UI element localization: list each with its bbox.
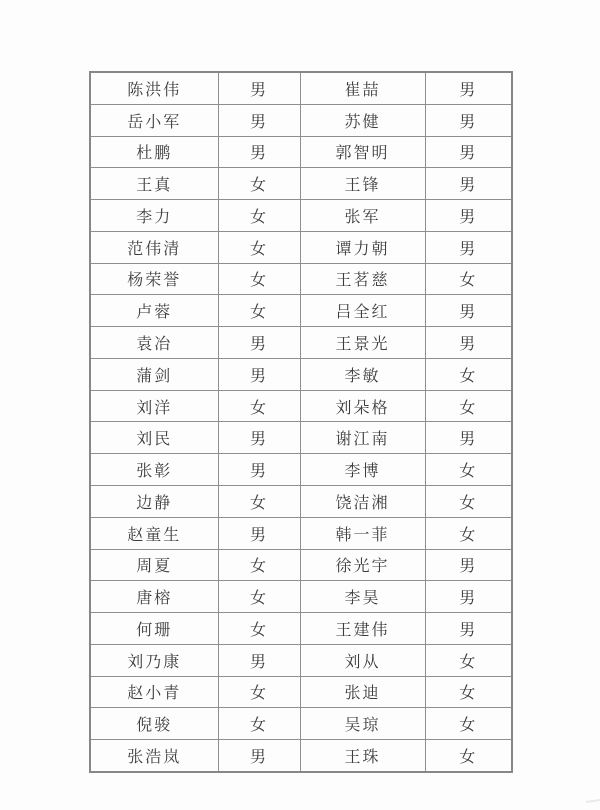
name-cell-right: 刘朵格 bbox=[300, 390, 425, 422]
gender-cell-left: 女 bbox=[218, 549, 300, 581]
page-edge-artifact bbox=[586, 799, 600, 803]
gender-cell-right: 男 bbox=[425, 327, 512, 359]
table-row bbox=[90, 231, 512, 263]
name-cell-left: 杨荣誉 bbox=[90, 263, 218, 295]
gender-cell-left: 男 bbox=[218, 136, 300, 168]
name-cell-left: 岳小军 bbox=[90, 104, 218, 136]
name-cell-right: 王锋 bbox=[300, 168, 425, 200]
name-cell-right: 王茗慈 bbox=[300, 263, 425, 295]
table-row bbox=[90, 136, 512, 168]
name-cell-left: 唐榕 bbox=[90, 581, 218, 613]
name-cell-right: 吕全红 bbox=[300, 295, 425, 327]
name-cell-right: 徐光宇 bbox=[300, 549, 425, 581]
roster-table bbox=[89, 71, 513, 773]
table-row bbox=[90, 644, 512, 676]
name-cell-right: 崔喆 bbox=[300, 72, 425, 104]
table-row bbox=[90, 485, 512, 517]
name-cell-left: 边静 bbox=[90, 485, 218, 517]
name-cell-left: 张彰 bbox=[90, 454, 218, 486]
table-row bbox=[90, 295, 512, 327]
name-cell-right: 李博 bbox=[300, 454, 425, 486]
name-cell-right: 李敏 bbox=[300, 358, 425, 390]
gender-cell-right: 女 bbox=[425, 358, 512, 390]
name-cell-left: 杜鹏 bbox=[90, 136, 218, 168]
name-cell-right: 李昊 bbox=[300, 581, 425, 613]
name-cell-left: 李力 bbox=[90, 200, 218, 232]
name-cell-left: 刘民 bbox=[90, 422, 218, 454]
gender-cell-left: 男 bbox=[218, 740, 300, 772]
gender-cell-left: 男 bbox=[218, 454, 300, 486]
gender-cell-right: 女 bbox=[425, 454, 512, 486]
gender-cell-right: 男 bbox=[425, 422, 512, 454]
table-row bbox=[90, 263, 512, 295]
name-cell-left: 张浩岚 bbox=[90, 740, 218, 772]
table-row bbox=[90, 708, 512, 740]
name-cell-right: 王建伟 bbox=[300, 613, 425, 645]
gender-cell-right: 男 bbox=[425, 549, 512, 581]
name-cell-right: 张军 bbox=[300, 200, 425, 232]
gender-cell-right: 女 bbox=[425, 676, 512, 708]
name-cell-right: 王景光 bbox=[300, 327, 425, 359]
gender-cell-right: 男 bbox=[425, 295, 512, 327]
name-cell-right: 刘从 bbox=[300, 644, 425, 676]
name-cell-left: 陈洪伟 bbox=[90, 72, 218, 104]
gender-cell-left: 女 bbox=[218, 200, 300, 232]
gender-cell-right: 男 bbox=[425, 104, 512, 136]
gender-cell-right: 男 bbox=[425, 136, 512, 168]
gender-cell-left: 女 bbox=[218, 581, 300, 613]
table-row bbox=[90, 390, 512, 422]
gender-cell-left: 女 bbox=[218, 485, 300, 517]
name-cell-left: 倪骏 bbox=[90, 708, 218, 740]
gender-cell-right: 女 bbox=[425, 390, 512, 422]
table-row bbox=[90, 613, 512, 645]
table-row bbox=[90, 327, 512, 359]
name-cell-right: 吴琼 bbox=[300, 708, 425, 740]
name-cell-left: 卢蓉 bbox=[90, 295, 218, 327]
table-row bbox=[90, 740, 512, 772]
table-row bbox=[90, 454, 512, 486]
gender-cell-right: 女 bbox=[425, 644, 512, 676]
name-cell-left: 周夏 bbox=[90, 549, 218, 581]
gender-cell-left: 女 bbox=[218, 390, 300, 422]
name-cell-right: 苏健 bbox=[300, 104, 425, 136]
gender-cell-right: 女 bbox=[425, 517, 512, 549]
gender-cell-left: 男 bbox=[218, 104, 300, 136]
gender-cell-left: 女 bbox=[218, 613, 300, 645]
gender-cell-right: 女 bbox=[425, 708, 512, 740]
name-cell-right: 郭智明 bbox=[300, 136, 425, 168]
name-cell-left: 刘乃康 bbox=[90, 644, 218, 676]
gender-cell-left: 女 bbox=[218, 708, 300, 740]
gender-cell-left: 女 bbox=[218, 263, 300, 295]
gender-cell-right: 男 bbox=[425, 200, 512, 232]
gender-cell-left: 男 bbox=[218, 72, 300, 104]
table-row bbox=[90, 676, 512, 708]
name-cell-right: 谢江南 bbox=[300, 422, 425, 454]
name-cell-left: 赵童生 bbox=[90, 517, 218, 549]
gender-cell-left: 男 bbox=[218, 327, 300, 359]
gender-cell-right: 男 bbox=[425, 581, 512, 613]
table-row bbox=[90, 549, 512, 581]
table-row bbox=[90, 200, 512, 232]
name-cell-right: 韩一菲 bbox=[300, 517, 425, 549]
gender-cell-right: 男 bbox=[425, 168, 512, 200]
gender-cell-left: 女 bbox=[218, 676, 300, 708]
table-row bbox=[90, 517, 512, 549]
name-cell-left: 袁冶 bbox=[90, 327, 218, 359]
gender-cell-right: 女 bbox=[425, 485, 512, 517]
table-row bbox=[90, 422, 512, 454]
gender-cell-right: 女 bbox=[425, 740, 512, 772]
gender-cell-right: 女 bbox=[425, 263, 512, 295]
name-cell-left: 范伟清 bbox=[90, 231, 218, 263]
gender-cell-right: 男 bbox=[425, 613, 512, 645]
gender-cell-left: 女 bbox=[218, 168, 300, 200]
name-cell-left: 蒲剑 bbox=[90, 358, 218, 390]
name-cell-right: 饶洁湘 bbox=[300, 485, 425, 517]
name-cell-left: 赵小青 bbox=[90, 676, 218, 708]
gender-cell-left: 男 bbox=[218, 422, 300, 454]
table-row bbox=[90, 168, 512, 200]
gender-cell-left: 女 bbox=[218, 295, 300, 327]
gender-cell-left: 男 bbox=[218, 644, 300, 676]
gender-cell-right: 男 bbox=[425, 231, 512, 263]
gender-cell-right: 男 bbox=[425, 72, 512, 104]
gender-cell-left: 女 bbox=[218, 231, 300, 263]
table-row bbox=[90, 581, 512, 613]
name-cell-left: 王真 bbox=[90, 168, 218, 200]
table-row bbox=[90, 72, 512, 104]
gender-cell-left: 男 bbox=[218, 358, 300, 390]
roster-table-body bbox=[90, 72, 512, 772]
table-row bbox=[90, 104, 512, 136]
gender-cell-left: 男 bbox=[218, 517, 300, 549]
table-row bbox=[90, 358, 512, 390]
name-cell-right: 张迪 bbox=[300, 676, 425, 708]
name-cell-right: 王珠 bbox=[300, 740, 425, 772]
name-cell-right: 谭力朝 bbox=[300, 231, 425, 263]
name-cell-left: 刘洋 bbox=[90, 390, 218, 422]
name-cell-left: 何珊 bbox=[90, 613, 218, 645]
